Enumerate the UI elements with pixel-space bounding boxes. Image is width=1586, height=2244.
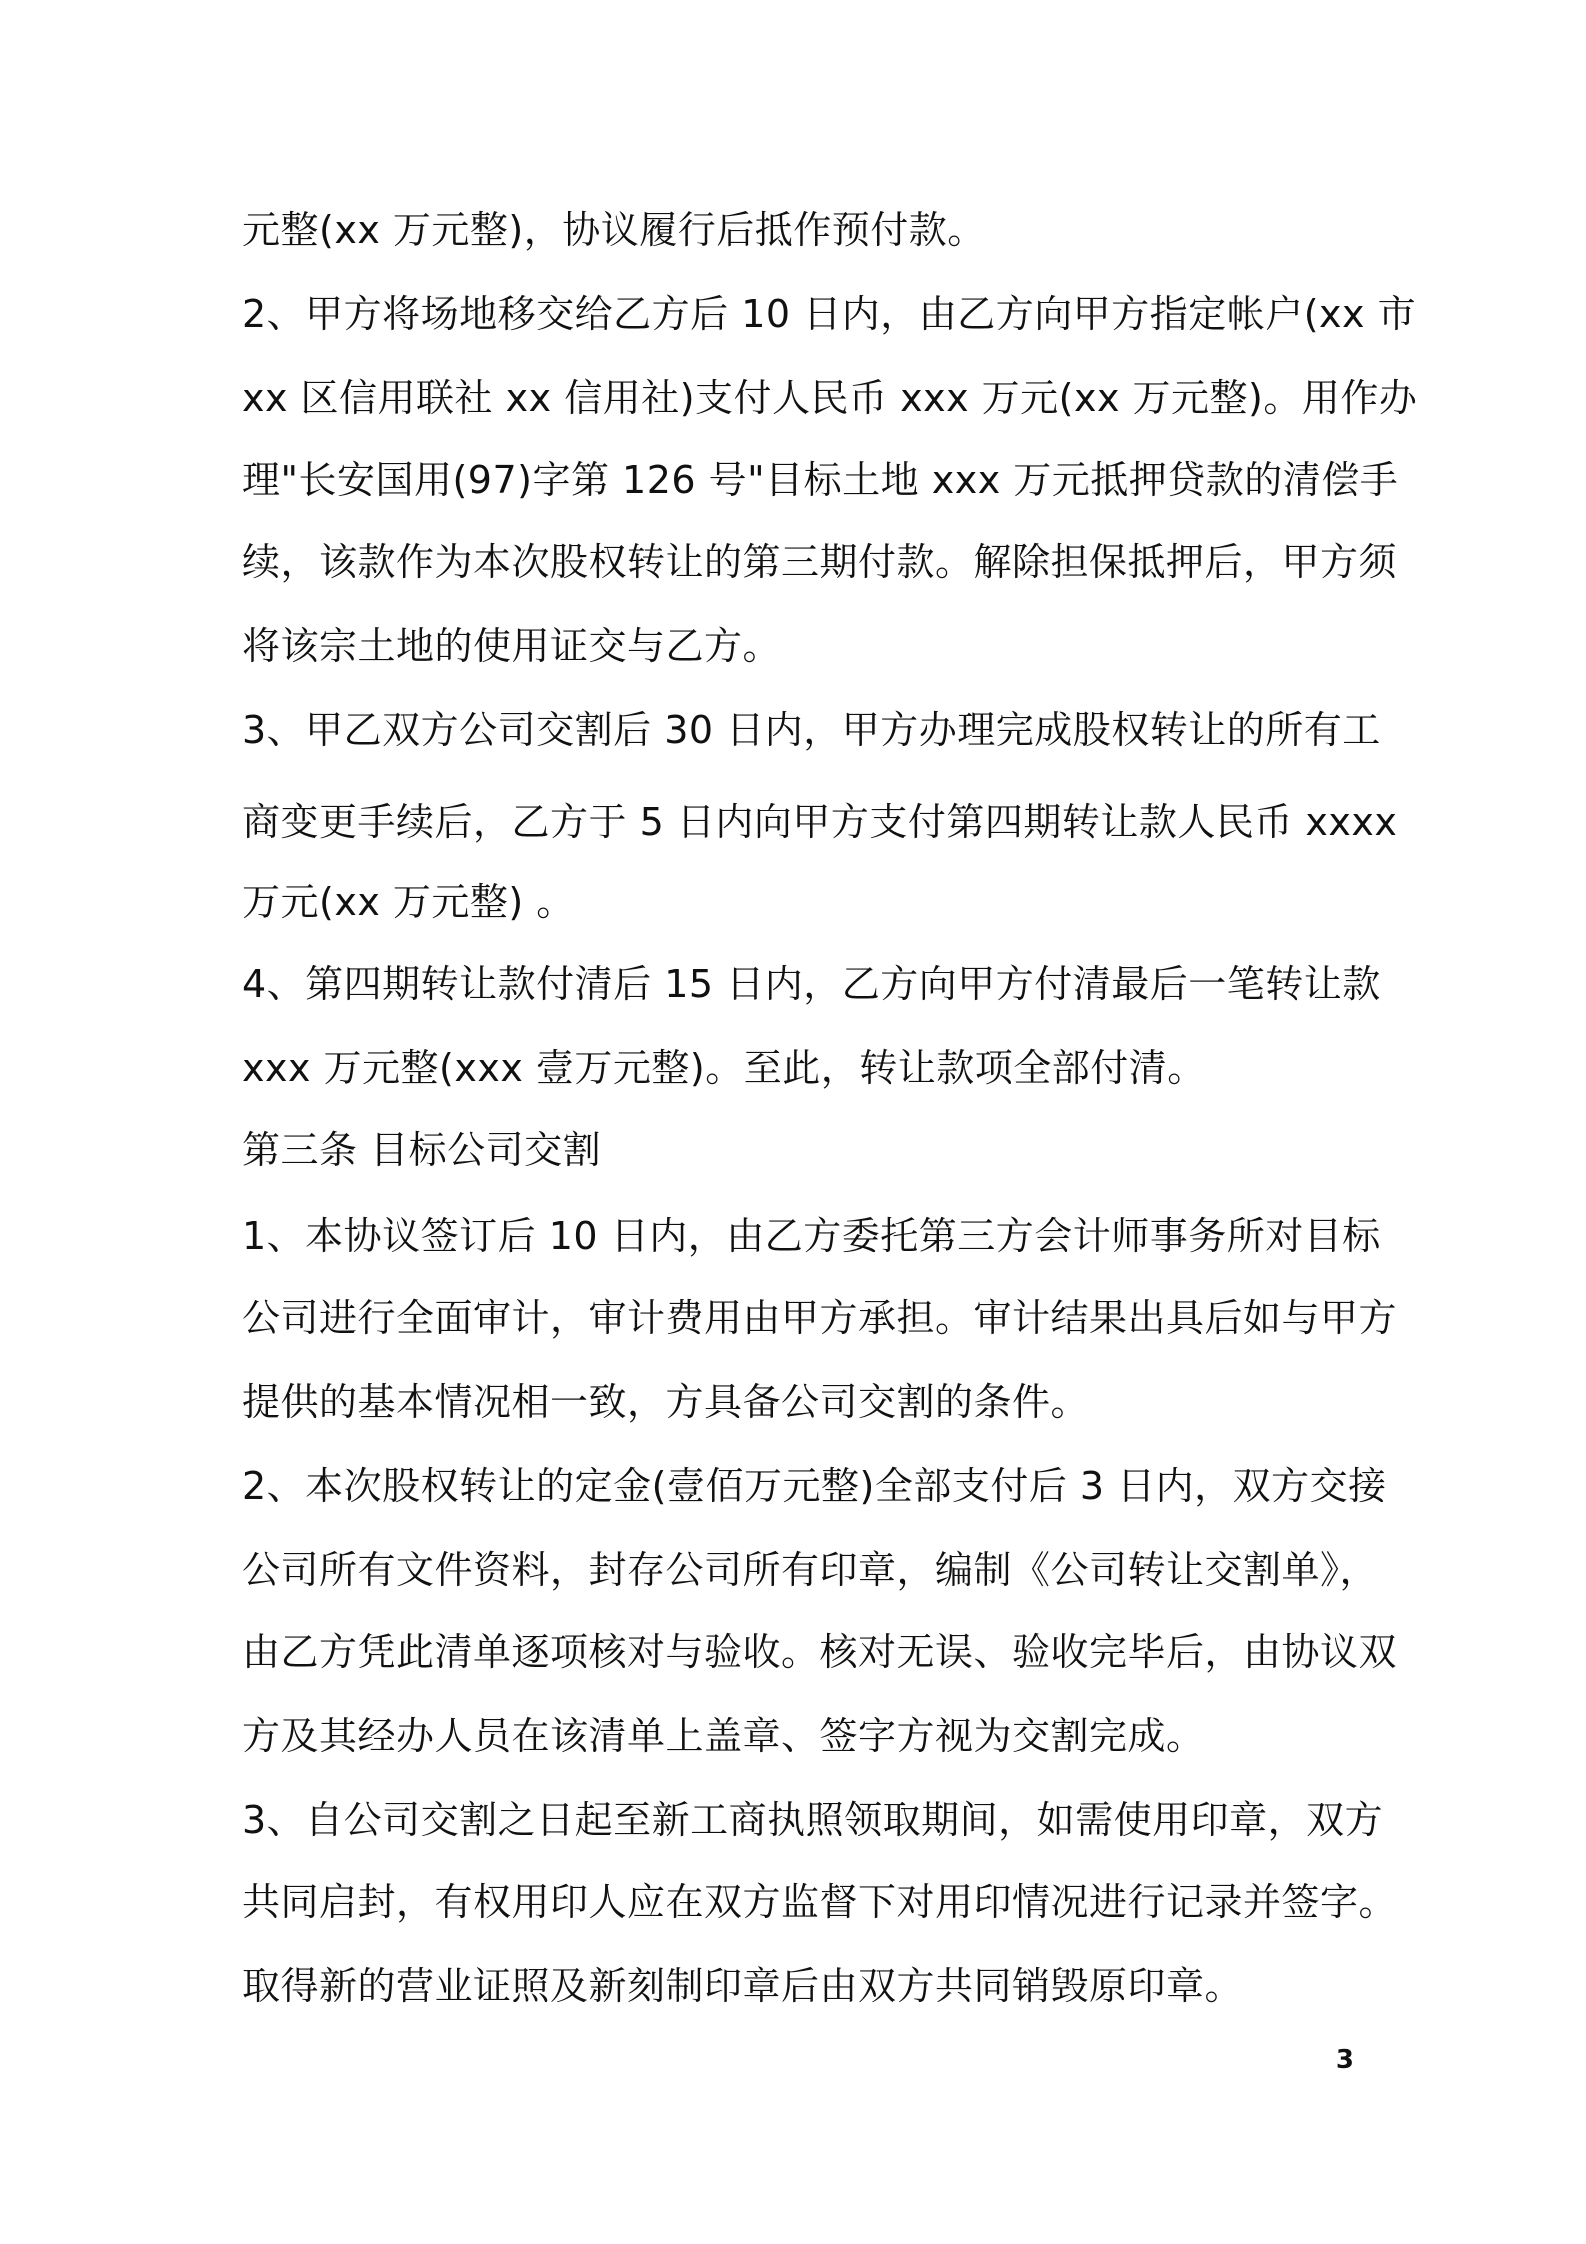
text-line: 方及其经办人员在该清单上盖章、签字方视为交割完成。 — [242, 1714, 1205, 1758]
text-line: 公司进行全面审计，审计费用由甲方承担。审计结果出具后如与甲方 — [242, 1296, 1398, 1340]
text-line: 取得新的营业证照及新刻制印章后由双方共同销毁原印章。 — [242, 1964, 1244, 2008]
text-line: 提供的基本情况相一致，方具备公司交割的条件。 — [242, 1380, 1090, 1424]
text-line: 2、甲方将场地移交给乙方后 10 日内，由乙方向甲方指定帐户(xx 市 — [242, 292, 1417, 336]
text-line: 理"长安国用(97)字第 126 号"目标土地 xxx 万元抵押贷款的清偿手 — [242, 458, 1399, 502]
text-line: 1、本协议签订后 10 日内，由乙方委托第三方会计师事务所对目标 — [242, 1214, 1381, 1258]
page-number: 3 — [1335, 2045, 1354, 2075]
text-line: xxx 万元整(xxx 壹万元整)。至此，转让款项全部付清。 — [242, 1046, 1206, 1090]
text-line: 续，该款作为本次股权转让的第三期付款。解除担保抵押后，甲方须 — [242, 540, 1398, 584]
text-line: 商变更手续后，乙方于 5 日内向甲方支付第四期转让款人民币 xxxx — [242, 800, 1398, 844]
text-line: xx 区信用联社 xx 信用社)支付人民币 xxx 万元(xx 万元整)。用作办 — [242, 376, 1418, 420]
text-line: 共同启封，有权用印人应在双方监督下对用印情况进行记录并签字。 — [242, 1880, 1398, 1924]
text-line: 将该宗土地的使用证交与乙方。 — [242, 624, 782, 668]
text-line: 公司所有文件资料，封存公司所有印章，编制《公司转让交割单》， — [242, 1548, 1379, 1592]
text-line: 3、自公司交割之日起至新工商执照领取期间，如需使用印章，双方 — [242, 1798, 1384, 1842]
text-line: 4、第四期转让款付清后 15 日内，乙方向甲方付清最后一笔转让款 — [242, 962, 1381, 1006]
text-line: 2、本次股权转让的定金(壹佰万元整)全部支付后 3 日内，双方交接 — [242, 1464, 1387, 1508]
text-line: 3、甲乙双方公司交割后 30 日内，甲方办理完成股权转让的所有工 — [242, 708, 1381, 752]
text-line: 元整(xx 万元整)，协议履行后抵作预付款。 — [242, 208, 986, 252]
text-line: 由乙方凭此清单逐项核对与验收。核对无误、验收完毕后，由协议双 — [242, 1630, 1398, 1674]
text-line: 万元(xx 万元整) 。 — [242, 880, 575, 924]
section-heading: 第三条 目标公司交割 — [242, 1128, 602, 1172]
